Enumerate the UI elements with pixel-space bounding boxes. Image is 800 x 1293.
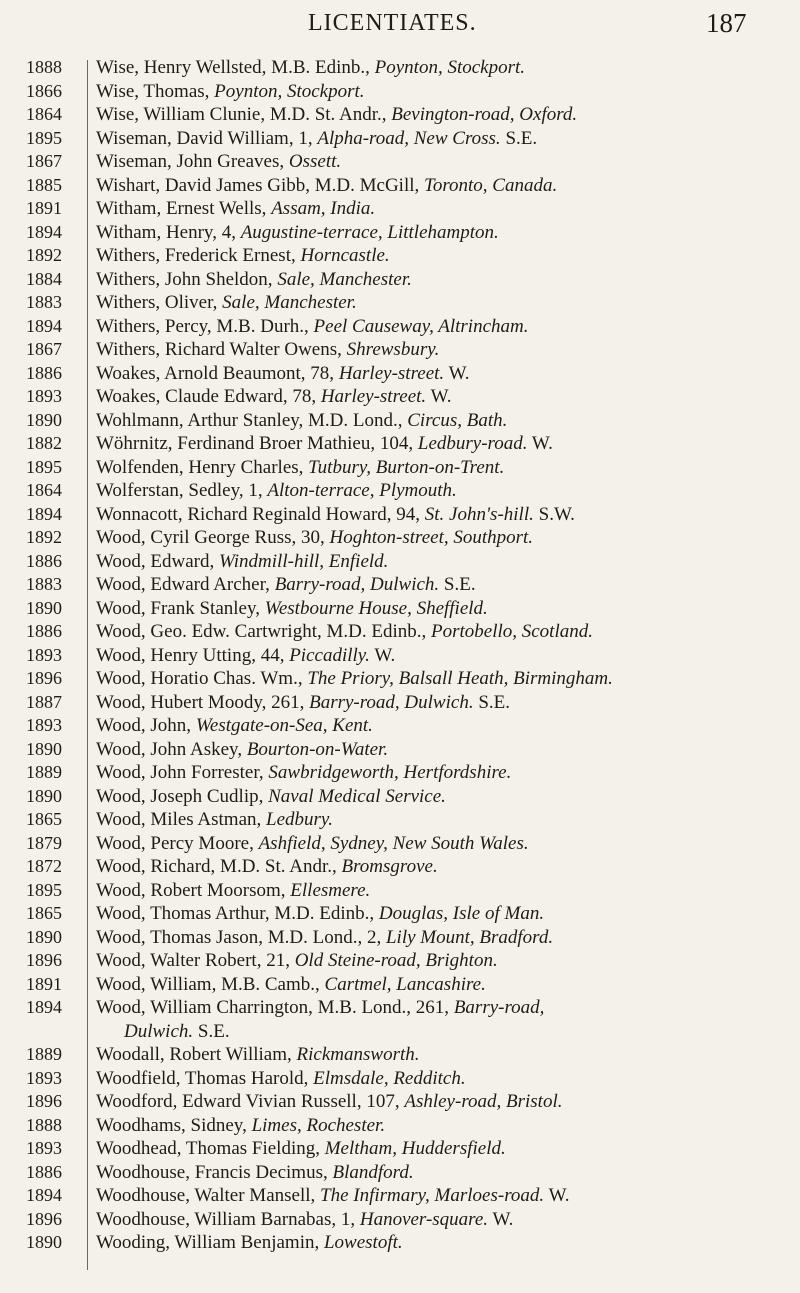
entry-year: 1893	[26, 715, 62, 735]
entry-name: Wood, John Askey,	[96, 738, 247, 760]
entry-name: Wood, Robert Moorsom,	[96, 879, 291, 901]
entry-place: Augustine-terrace, Littlehampton.	[240, 221, 499, 243]
entry-text	[96, 291, 784, 315]
list-item	[0, 832, 800, 856]
entry-text	[96, 1043, 784, 1067]
entry-district: W.	[527, 433, 553, 454]
entry-district: S.E.	[473, 691, 511, 713]
entry-text	[96, 503, 784, 527]
entry-year: 1896	[26, 1091, 62, 1111]
list-item	[0, 808, 800, 832]
entry-district: W.	[444, 362, 470, 384]
entry-place: Westgate-on-Sea, Kent.	[195, 715, 373, 736]
entry-year: 1889	[26, 762, 62, 782]
entry-name: Witham, Ernest Wells,	[96, 198, 272, 219]
entry-name: Woodhead, Thomas Fielding,	[96, 1138, 325, 1159]
entry-text	[96, 174, 784, 198]
entry-text	[96, 362, 784, 386]
list-item	[0, 244, 800, 268]
entry-year: 1892	[26, 527, 62, 547]
entry-place: Elmsdale, Redditch.	[313, 1067, 466, 1089]
entry-text	[96, 1114, 784, 1138]
entry-place: Ashfield, Sydney, New South Wales.	[258, 832, 529, 854]
entry-name: Wise, William Clunie, M.D. St. Andr.,	[96, 104, 392, 125]
entry-place: Portobello, Scotland.	[430, 621, 593, 642]
list-item	[0, 315, 800, 339]
entry-year: 1885	[26, 174, 62, 195]
entry-year: 1864	[26, 480, 62, 500]
entry-text	[96, 714, 784, 738]
entry-year: 1866	[26, 80, 62, 101]
list-item	[0, 268, 800, 292]
entry-place: Poynton, Stockport.	[214, 80, 365, 102]
entry-name: Withers, Percy, M.B. Durh.,	[96, 315, 314, 337]
list-item	[0, 479, 800, 503]
entry-year: 1893	[26, 644, 62, 665]
entry-text	[96, 56, 784, 80]
entry-text	[96, 127, 784, 151]
entry-place: Westbourne House, Sheffield.	[264, 597, 488, 619]
list-item	[0, 127, 800, 151]
entry-text	[96, 1184, 784, 1208]
entry-text	[96, 902, 784, 926]
entry-text	[96, 221, 784, 245]
entry-name: Wöhrnitz, Ferdinand Broer Mathieu, 104,	[96, 433, 418, 454]
entry-year: 1888	[26, 57, 62, 77]
entry-year: 1886	[26, 362, 62, 383]
entry-place: Rickmansworth.	[296, 1044, 420, 1065]
entry-place-continued: Dulwich.	[124, 1020, 194, 1042]
list-item	[0, 291, 800, 315]
entry-text	[96, 949, 784, 973]
entry-district: W.	[369, 644, 396, 666]
entry-text	[96, 1231, 784, 1255]
entry-name: Witham, Henry, 4,	[96, 221, 241, 243]
entry-text	[96, 738, 784, 762]
entry-year: 1886	[26, 550, 62, 571]
entry-text	[96, 761, 784, 785]
entry-place: Barry-road, Dulwich.	[309, 691, 474, 713]
entry-text	[96, 1161, 784, 1185]
entry-name: Wolfenden, Henry Charles,	[96, 456, 309, 478]
list-item	[0, 503, 800, 527]
list-item	[0, 174, 800, 198]
entry-year: 1893	[26, 386, 62, 406]
list-item	[0, 1231, 800, 1255]
entry-text	[96, 432, 784, 456]
list-item	[0, 526, 800, 550]
entry-name: Withers, Oliver,	[96, 292, 223, 313]
entry-text	[96, 879, 784, 903]
entry-name: Wood, Joseph Cudlip,	[96, 785, 269, 807]
entry-place: Lily Mount, Bradford.	[385, 926, 554, 948]
entry-name: Woodfield, Thomas Harold,	[96, 1067, 314, 1089]
entry-place: Toronto, Canada.	[424, 174, 558, 196]
entry-year: 1895	[26, 456, 62, 477]
list-item	[0, 644, 800, 668]
list-item	[0, 855, 800, 879]
list-item	[0, 926, 800, 950]
entry-district: W.	[488, 1208, 514, 1230]
entry-text	[96, 808, 784, 832]
entry-year: 1894	[26, 503, 62, 524]
list-item	[0, 1184, 800, 1208]
entry-place: Hoghton-street, Southport.	[329, 527, 534, 548]
entry-text	[96, 996, 784, 1043]
entry-text	[96, 456, 784, 480]
list-item	[0, 1043, 800, 1067]
entry-year: 1891	[26, 198, 62, 218]
entry-name: Wood, John Forrester,	[96, 762, 269, 783]
entry-name: Wood, John,	[96, 715, 196, 736]
entry-place: Bevington-road, Oxford.	[391, 104, 578, 125]
entry-place: Ossett.	[288, 151, 342, 172]
entry-year: 1884	[26, 268, 62, 289]
entry-place: Sale, Manchester.	[222, 292, 357, 313]
entry-text	[96, 268, 784, 292]
entry-text	[96, 597, 784, 621]
entry-year: 1883	[26, 574, 62, 594]
entry-text	[96, 338, 784, 362]
entry-year: 1893	[26, 1067, 62, 1088]
entry-year: 1896	[26, 668, 62, 688]
entry-district: S.E.	[439, 574, 476, 595]
licentiates-list	[0, 56, 800, 1255]
entry-name: Wood, Cyril George Russ, 30,	[96, 527, 330, 548]
entry-place: Bourton-on-Water.	[246, 738, 389, 760]
entry-year: 1867	[26, 339, 62, 359]
entry-year: 1890	[26, 409, 62, 430]
entry-place: Blandford.	[332, 1161, 414, 1183]
list-item	[0, 996, 800, 1043]
entry-name: Wishart, David James Gibb, M.D. McGill,	[96, 174, 425, 196]
entry-place: Harley-street.	[338, 362, 445, 384]
entry-place: Peel Causeway, Altrincham.	[313, 315, 529, 337]
list-item	[0, 714, 800, 738]
entry-year: 1893	[26, 1138, 62, 1158]
entry-year: 1889	[26, 1044, 62, 1064]
entry-place: Limes, Rochester.	[251, 1114, 386, 1136]
entry-place: Ashley-road, Bristol.	[404, 1091, 563, 1112]
entry-district: S.E.	[500, 127, 538, 149]
entry-place: Shrewsbury.	[346, 339, 440, 360]
entry-name: Wood, Miles Astman,	[96, 809, 266, 830]
entry-place: Piccadilly.	[289, 644, 370, 666]
entry-text	[96, 1090, 784, 1114]
entry-place: Horncastle.	[300, 245, 390, 266]
list-item	[0, 1090, 800, 1114]
entry-name: Wolferstan, Sedley, 1,	[96, 480, 268, 501]
entry-place: Old Steine-road, Brighton.	[294, 950, 498, 971]
entry-name: Wood, Horatio Chas. Wm.,	[96, 668, 308, 689]
entry-place: Lowestoft.	[323, 1232, 403, 1253]
entry-name: Wood, Hubert Moody, 261,	[96, 691, 310, 713]
entry-place: Assam, India.	[271, 198, 376, 219]
entry-place: Barry-road, Dulwich.	[274, 574, 440, 595]
list-item	[0, 667, 800, 691]
entry-year: 1892	[26, 245, 62, 265]
entry-name: Wood, Henry Utting, 44,	[96, 644, 290, 666]
entry-year: 1888	[26, 1114, 62, 1135]
entry-place: Bromsgrove.	[341, 856, 438, 877]
entry-text	[96, 855, 784, 879]
entry-name: Wood, William, M.B. Camb.,	[96, 973, 325, 995]
list-item	[0, 80, 800, 104]
entry-place: Circus, Bath.	[407, 409, 508, 431]
entry-name: Wooding, William Benjamin,	[96, 1232, 324, 1253]
entry-name: Wiseman, David William, 1,	[96, 127, 318, 149]
entry-year: 1894	[26, 221, 62, 242]
list-item	[0, 879, 800, 903]
entry-text	[96, 479, 784, 503]
list-item	[0, 949, 800, 973]
entry-district: W.	[544, 1185, 570, 1206]
entry-year: 1872	[26, 856, 62, 876]
list-item	[0, 691, 800, 715]
entry-name: Wood, Geo. Edw. Cartwright, M.D. Edinb.,	[96, 621, 431, 642]
entry-text	[96, 1208, 784, 1232]
list-item	[0, 573, 800, 597]
entry-text	[96, 150, 784, 174]
entry-text	[96, 644, 784, 668]
running-title: LICENTIATES.	[308, 10, 477, 36]
entry-text	[96, 80, 784, 104]
entry-text	[96, 550, 784, 574]
list-item	[0, 1161, 800, 1185]
entry-place: Naval Medical Service.	[268, 785, 446, 807]
list-item	[0, 56, 800, 80]
list-item	[0, 1067, 800, 1091]
entry-place: The Priory, Balsall Heath, Birmingham.	[307, 668, 613, 689]
entry-name: Wise, Henry Wellsted, M.B. Edinb.,	[96, 57, 375, 78]
list-item	[0, 1114, 800, 1138]
entry-name: Wise, Thomas,	[96, 80, 215, 102]
list-item	[0, 1208, 800, 1232]
entry-place: Sale, Manchester.	[277, 268, 412, 290]
entry-name: Wood, Richard, M.D. St. Andr.,	[96, 856, 342, 877]
entry-text	[96, 1067, 784, 1091]
entry-year: 1894	[26, 1185, 62, 1205]
list-item	[0, 550, 800, 574]
entry-name: Wood, Percy Moore,	[96, 832, 259, 854]
page-number: 187	[706, 8, 747, 38]
entry-district: W.	[426, 386, 452, 407]
list-item	[0, 902, 800, 926]
list-item	[0, 150, 800, 174]
entry-name: Woodhams, Sidney,	[96, 1114, 252, 1136]
entry-place: Tutbury, Burton-on-Trent.	[308, 456, 505, 478]
entry-year: 1887	[26, 691, 62, 712]
entry-place: Ledbury.	[266, 809, 334, 830]
list-item	[0, 597, 800, 621]
entry-year: 1886	[26, 1161, 62, 1182]
entry-district: S.E.	[193, 1020, 230, 1042]
list-item	[0, 385, 800, 409]
list-item	[0, 221, 800, 245]
list-item	[0, 1137, 800, 1161]
entry-place: Harley-street.	[320, 386, 427, 407]
list-item	[0, 785, 800, 809]
entry-text	[96, 926, 784, 950]
entry-year: 1890	[26, 926, 62, 947]
entry-text	[96, 244, 784, 268]
entry-text	[96, 620, 784, 644]
entry-place: Meltham, Huddersfield.	[324, 1138, 506, 1159]
list-item	[0, 761, 800, 785]
list-item	[0, 103, 800, 127]
entry-text	[96, 409, 784, 433]
entry-place: Poynton, Stockport.	[374, 57, 526, 78]
entry-name: Wood, Thomas Arthur, M.D. Edinb.,	[96, 903, 379, 924]
entry-text	[96, 385, 784, 409]
entry-year: 1890	[26, 597, 62, 618]
list-item	[0, 409, 800, 433]
entry-name: Wood, Frank Stanley,	[96, 597, 265, 619]
list-item	[0, 197, 800, 221]
entry-name: Woodhouse, Walter Mansell,	[96, 1185, 321, 1206]
entry-year: 1865	[26, 809, 62, 829]
entry-text	[96, 1137, 784, 1161]
entry-year: 1879	[26, 832, 62, 853]
entry-name: Wood, Edward Archer,	[96, 574, 275, 595]
entry-place: Alton-terrace, Plymouth.	[267, 480, 457, 501]
entry-name: Withers, Frederick Ernest,	[96, 245, 301, 266]
entry-year: 1894	[26, 315, 62, 336]
entry-text	[96, 667, 784, 691]
entry-place: Barry-road,	[453, 997, 545, 1018]
entry-name: Withers, Richard Walter Owens,	[96, 339, 347, 360]
entry-name: Woakes, Arnold Beaumont, 78,	[96, 362, 339, 384]
entry-place: Ledbury-road.	[417, 433, 528, 454]
list-item	[0, 432, 800, 456]
entry-place: Douglas, Isle of Man.	[378, 903, 545, 924]
entry-text	[96, 832, 784, 856]
entry-year: 1886	[26, 621, 62, 641]
entry-year: 1895	[26, 127, 62, 148]
entry-name: Woodhouse, Francis Decimus,	[96, 1161, 333, 1183]
entry-name: Wood, Edward,	[96, 550, 219, 572]
list-item	[0, 456, 800, 480]
entry-name: Wohlmann, Arthur Stanley, M.D. Lond.,	[96, 409, 408, 431]
entry-name: Wonnacott, Richard Reginald Howard, 94,	[96, 503, 425, 525]
entry-continuation	[96, 1020, 230, 1044]
list-item	[0, 362, 800, 386]
entry-place: Hanover-square.	[359, 1208, 489, 1230]
entry-year: 1896	[26, 950, 62, 970]
entry-year: 1890	[26, 1232, 62, 1252]
list-item	[0, 620, 800, 644]
entry-name: Woodhouse, William Barnabas, 1,	[96, 1208, 360, 1230]
entry-name: Woakes, Claude Edward, 78,	[96, 386, 321, 407]
entry-place: The Infirmary, Marloes-road.	[320, 1185, 545, 1206]
entry-name: Wood, Thomas Jason, M.D. Lond., 2,	[96, 926, 386, 948]
entry-name: Wiseman, John Greaves,	[96, 151, 289, 172]
entry-text	[96, 573, 784, 597]
list-item	[0, 973, 800, 997]
entry-year: 1891	[26, 973, 62, 994]
entry-year: 1882	[26, 433, 62, 453]
entry-year: 1867	[26, 151, 62, 171]
entry-year: 1895	[26, 879, 62, 900]
list-item	[0, 738, 800, 762]
entry-text	[96, 315, 784, 339]
list-item	[0, 338, 800, 362]
entry-place: Cartmel, Lancashire.	[324, 973, 486, 995]
entry-district: S.W.	[533, 503, 575, 525]
entry-name: Wood, William Charrington, M.B. Lond., 261,	[96, 997, 454, 1018]
entry-name: Woodford, Edward Vivian Russell, 107,	[96, 1091, 405, 1112]
entry-year: 1896	[26, 1208, 62, 1229]
entry-place: St. John's-hill.	[424, 503, 534, 525]
entry-text	[96, 103, 784, 127]
entry-year: 1864	[26, 104, 62, 124]
entry-name: Woodall, Robert William,	[96, 1044, 297, 1065]
entry-place: Alpha-road, New Cross.	[317, 127, 501, 149]
entry-text	[96, 973, 784, 997]
entry-text	[96, 785, 784, 809]
entry-name: Wood, Walter Robert, 21,	[96, 950, 295, 971]
entry-place: Ellesmere.	[290, 879, 371, 901]
entry-text	[96, 526, 784, 550]
entry-place: Windmill-hill, Enfield.	[219, 550, 389, 572]
entry-name: Withers, John Sheldon,	[96, 268, 278, 290]
entry-year: 1890	[26, 785, 62, 806]
entry-text	[96, 691, 784, 715]
entry-year: 1890	[26, 738, 62, 759]
entry-year: 1883	[26, 292, 62, 312]
entry-year: 1894	[26, 997, 62, 1017]
entry-text	[96, 197, 784, 221]
entry-year: 1865	[26, 903, 62, 923]
page-header	[0, 4, 800, 44]
entry-place: Sawbridgeworth, Hertfordshire.	[268, 762, 512, 783]
